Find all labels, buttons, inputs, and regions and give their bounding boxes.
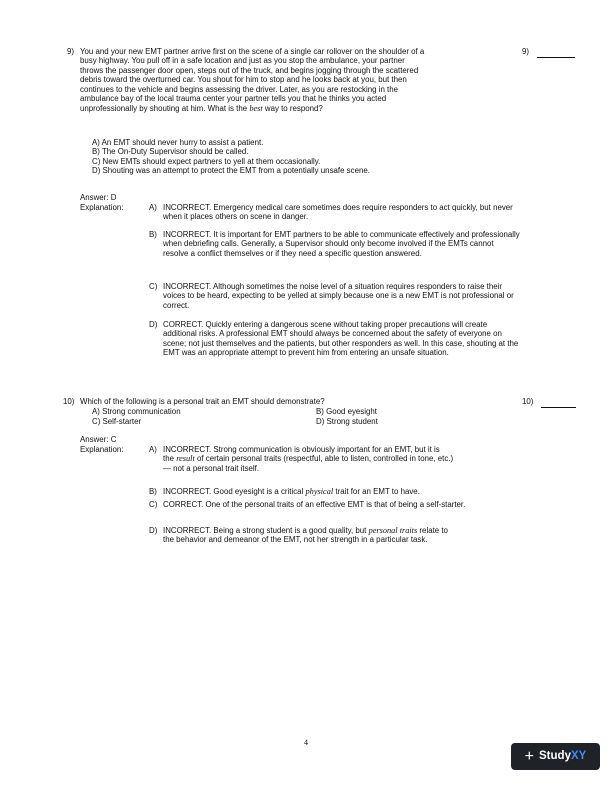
option-d: D) Strong student bbox=[316, 417, 378, 426]
answer-slot-number: 9) bbox=[522, 47, 530, 56]
question-number: 10) bbox=[63, 397, 75, 406]
plus-icon: + bbox=[524, 747, 535, 765]
stem-line: You and your new EMT partner arrive first on the scene of a single car rollover on the shoulder of a bbox=[80, 47, 425, 56]
answer-line: Answer: D bbox=[80, 193, 117, 202]
studyxy-watermark-logo bbox=[511, 743, 600, 770]
stem-line: unprofessionally by shouting at him. What is the best way to respond? bbox=[80, 103, 323, 113]
explanation-label: Explanation: bbox=[80, 203, 124, 212]
option-a: A) Strong communication bbox=[92, 407, 181, 416]
explanation-b: B) INCORRECT. It is important for EMT partners to be able to communicate effectively and professionally when debriefing calls. Generally, a Supervisor should only become involved if the EMTs cannot resolve a conflict themselves or if they need a specific question answered. bbox=[149, 230, 520, 258]
explanation-a: A) INCORRECT. Strong communication is obviously important for an EMT, but it is the result of certain personal traits (respectful, able to listen, controlled in tone, etc.) — not a personal trait itself. bbox=[149, 445, 454, 473]
explanation-label: Explanation: bbox=[80, 445, 124, 454]
stem-line: continues to the vehicle and begins assessing the driver. Later, as you are restocking in the bbox=[80, 84, 399, 94]
logo-text: StudyXY bbox=[539, 749, 587, 762]
explanation-d: D) CORRECT. Quickly entering a dangerous scene without taking proper precautions will create additional risks. A professional EMT should always be concerned about the safety of everyone on scene; not just themselves and the patients, but other responders as well. In this case, shouting at the EMT was an appropriate attempt to prevent him from entering an unsafe situation. bbox=[149, 320, 519, 358]
emphasis: best bbox=[249, 103, 263, 113]
stem-line: debris toward the overturned car. You shout for him to stop and he looks back at you, but then bbox=[80, 75, 407, 85]
option-c: C) Self-starter bbox=[92, 417, 142, 426]
answer-blank[interactable] bbox=[541, 407, 576, 408]
answer-line: Answer: C bbox=[80, 435, 117, 444]
question-stem bbox=[80, 47, 512, 113]
emphasis: physical bbox=[305, 487, 334, 496]
emphasis: personal traits bbox=[368, 526, 418, 535]
stem-line: throws the passenger door open, steps out of the truck, and begins jogging through the scattered bbox=[80, 65, 419, 75]
option-c: C) New EMTs should expect partners to yell at them occasionally. bbox=[92, 156, 321, 166]
question-number: 9) bbox=[67, 47, 75, 56]
emphasis: result bbox=[176, 454, 195, 464]
option-a: A) An EMT should never hurry to assist a patient. bbox=[92, 138, 264, 147]
explanation-d: D) INCORRECT. Being a strong student is a good quality, but personal traits relate to the behavior and demeanor of the EMT, not her strength in a particular task. bbox=[149, 526, 448, 545]
question-9 bbox=[0, 0, 612, 380]
option-b: B) The On-Duty Supervisor should be called. bbox=[92, 147, 249, 157]
stem-line: ambulance bay of the local trauma center your partner tells you that he thinks you acted bbox=[80, 94, 387, 104]
option-d: D) Shouting was an attempt to protect the EMT from a potentially unsafe scene. bbox=[92, 166, 370, 176]
question-10 bbox=[0, 390, 612, 560]
explanation-c: C) CORRECT. One of the personal traits of an effective EMT is that of being a self-starter. bbox=[149, 500, 466, 509]
answer-blank[interactable] bbox=[537, 57, 575, 58]
options bbox=[92, 138, 370, 176]
question-stem: Which of the following is a personal trait an EMT should demonstrate? bbox=[80, 397, 325, 406]
page-number: 4 bbox=[304, 738, 308, 747]
option-b: B) Good eyesight bbox=[316, 407, 377, 416]
stem-line: busy highway. You pull off in a safe location and just as you stop the ambulance, your partner bbox=[80, 56, 405, 66]
answer-slot-number: 10) bbox=[522, 397, 534, 406]
explanation-a: A) INCORRECT. Emergency medical care sometimes does require responders to act quickly, but never when it places others on scene in danger. bbox=[149, 203, 513, 222]
explanation-b: B) INCORRECT. Good eyesight is a critical physical trait for an EMT to have. bbox=[149, 487, 420, 496]
explanation-c: C) INCORRECT. Although sometimes the noise level of a situation requires responders to raise their voices to be heard, expecting to be yelled at simply because one is a new EMT is not professional or correct. bbox=[149, 282, 514, 310]
